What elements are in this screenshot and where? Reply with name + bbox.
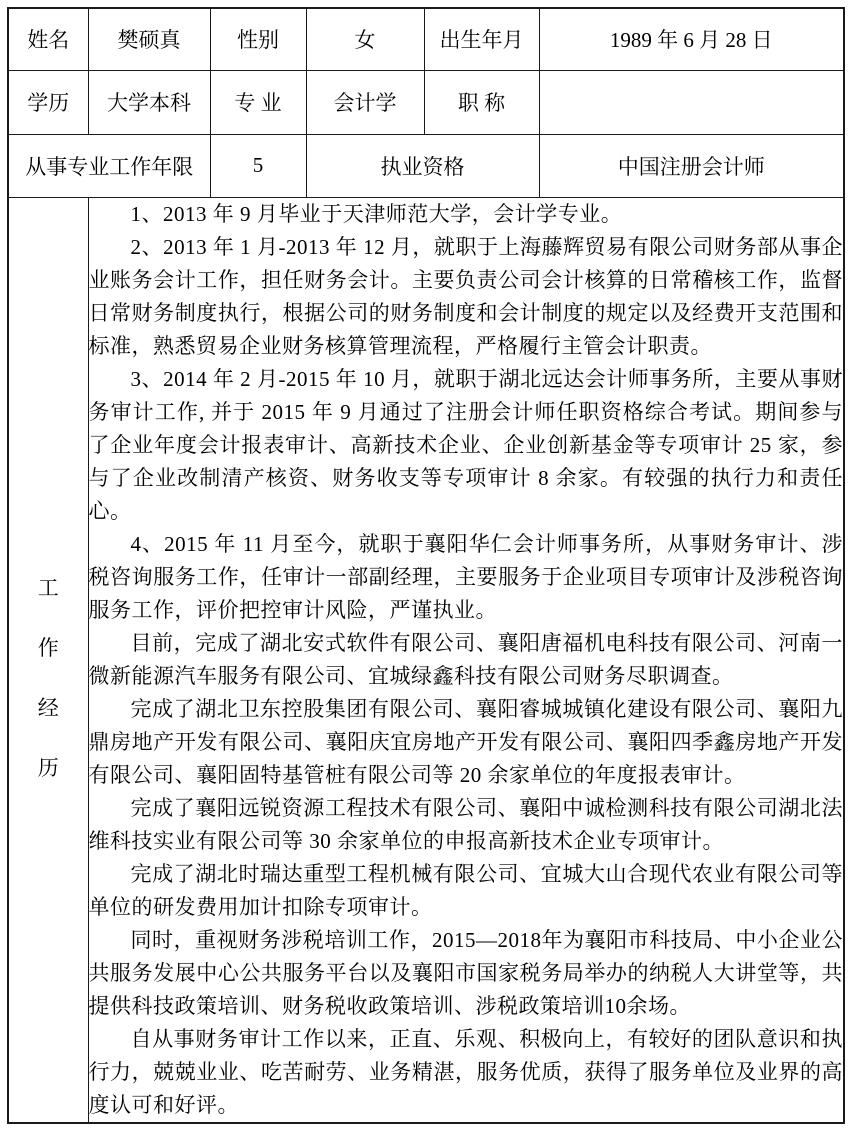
major-value: 会计学 [306,70,424,134]
work-paragraph: 2、2013 年 1 月-2013 年 12 月，就职于上海藤辉贸易有限公司财务部从事企业账务会计工作，担任财务会计。主要负责公司会计核算的日常稽核工作，监督日常财务制度执行，根据公司的财务制度和会计制度的规定以及经费开支范围和标准，熟悉贸易企业财务核算管理流程，严格履行主管会计职责。 [88,234,843,358]
name-value: 樊硕真 [88,8,210,70]
name-label: 姓名 [8,8,88,70]
education-label: 学历 [8,70,88,134]
gender-label: 性别 [210,8,306,70]
work-paragraph: 4、2015 年 11 月至今，就职于襄阳华仁会计师事务所，从事财务审计、涉税咨询服务工作，任审计一部副经理，主要服务于企业项目专项审计及涉税咨询服务工作，评价把控审计风险，严谨执业。 [88,531,843,622]
resume-table [7,7,845,1124]
row-qualification-info [8,134,844,197]
work-paragraph: 1、2013 年 9 月毕业于天津师范大学，会计学专业。 [130,201,623,226]
qualification-label: 执业资格 [306,134,539,197]
job-title-value [539,70,844,134]
work-history-label-char: 经 [37,696,59,721]
row-work-history [8,197,844,1123]
work-years-value: 5 [210,134,306,197]
education-value: 大学本科 [88,70,210,134]
work-history-label-char: 作 [37,636,59,661]
gender-value: 女 [306,8,424,70]
birth-date-label: 出生年月 [424,8,539,70]
work-history-text-cell [88,197,844,1123]
row-education-info [8,70,844,134]
work-history-label-char: 历 [37,756,59,781]
work-paragraph: 完成了湖北卫东控股集团有限公司、襄阳睿城城镇化建设有限公司、襄阳九鼎房地产开发有限公司、襄阳庆宜房地产开发有限公司、襄阳四季鑫房地产开发有限公司、襄阳固特基管桩有限公司等 20 余家单位的年度报表审计。 [88,696,843,787]
work-paragraph: 目前，完成了湖北安式软件有限公司、襄阳唐福机电科技有限公司、河南一微新能源汽车服务有限公司、宜城绿鑫科技有限公司财务尽职调查。 [88,630,843,688]
job-title-label: 职 称 [424,70,539,134]
work-paragraph: 完成了湖北时瑞达重型工程机械有限公司、宜城大山合现代农业有限公司等单位的研发费用加计扣除专项审计。 [88,861,843,919]
work-paragraph: 3、2014 年 2 月-2015 年 10 月，就职于湖北远达会计师事务所，主要从事财务审计工作, 并于 2015 年 9 月通过了注册会计师任职资格综合考试。期间参与了企业年度会计报表审计、高新技术企业、企业创新基金等专项审计 25 家，参与了企业改制清产核资、财务收支等专项审计 8 余家。有较强的执行力和责任心。 [88,366,843,523]
work-history-label-char: 工 [37,576,59,601]
work-paragraph: 同时，重视财务涉税培训工作，2015—2018年为襄阳市科技局、中小企业公共服务发展中心公共服务平台以及襄阳市国家税务局举办的纳税人大讲堂等，共提供科技政策培训、财务税收政策培训、涉税政策培训10余场。 [88,927,843,1018]
work-history-label-cell [8,197,88,1123]
major-label: 专 业 [210,70,306,134]
work-history-vertical-label [9,578,88,779]
work-paragraph: 自从事财务审计工作以来，正直、乐观、积极向上，有较好的团队意识和执行力，兢兢业业、吃苦耐劳、业务精湛，服务优质，获得了服务单位及业界的高度认可和好评。 [88,1026,843,1117]
work-years-label: 从事专业工作年限 [8,134,210,197]
row-personal-info [8,8,844,70]
work-paragraph: 完成了襄阳远锐资源工程技术有限公司、襄阳中诚检测科技有限公司湖北法维科技实业有限公司等 30 余家单位的申报高新技术企业专项审计。 [88,795,843,853]
qualification-value: 中国注册会计师 [539,134,844,197]
birth-date-value: 1989 年 6 月 28 日 [539,8,844,70]
